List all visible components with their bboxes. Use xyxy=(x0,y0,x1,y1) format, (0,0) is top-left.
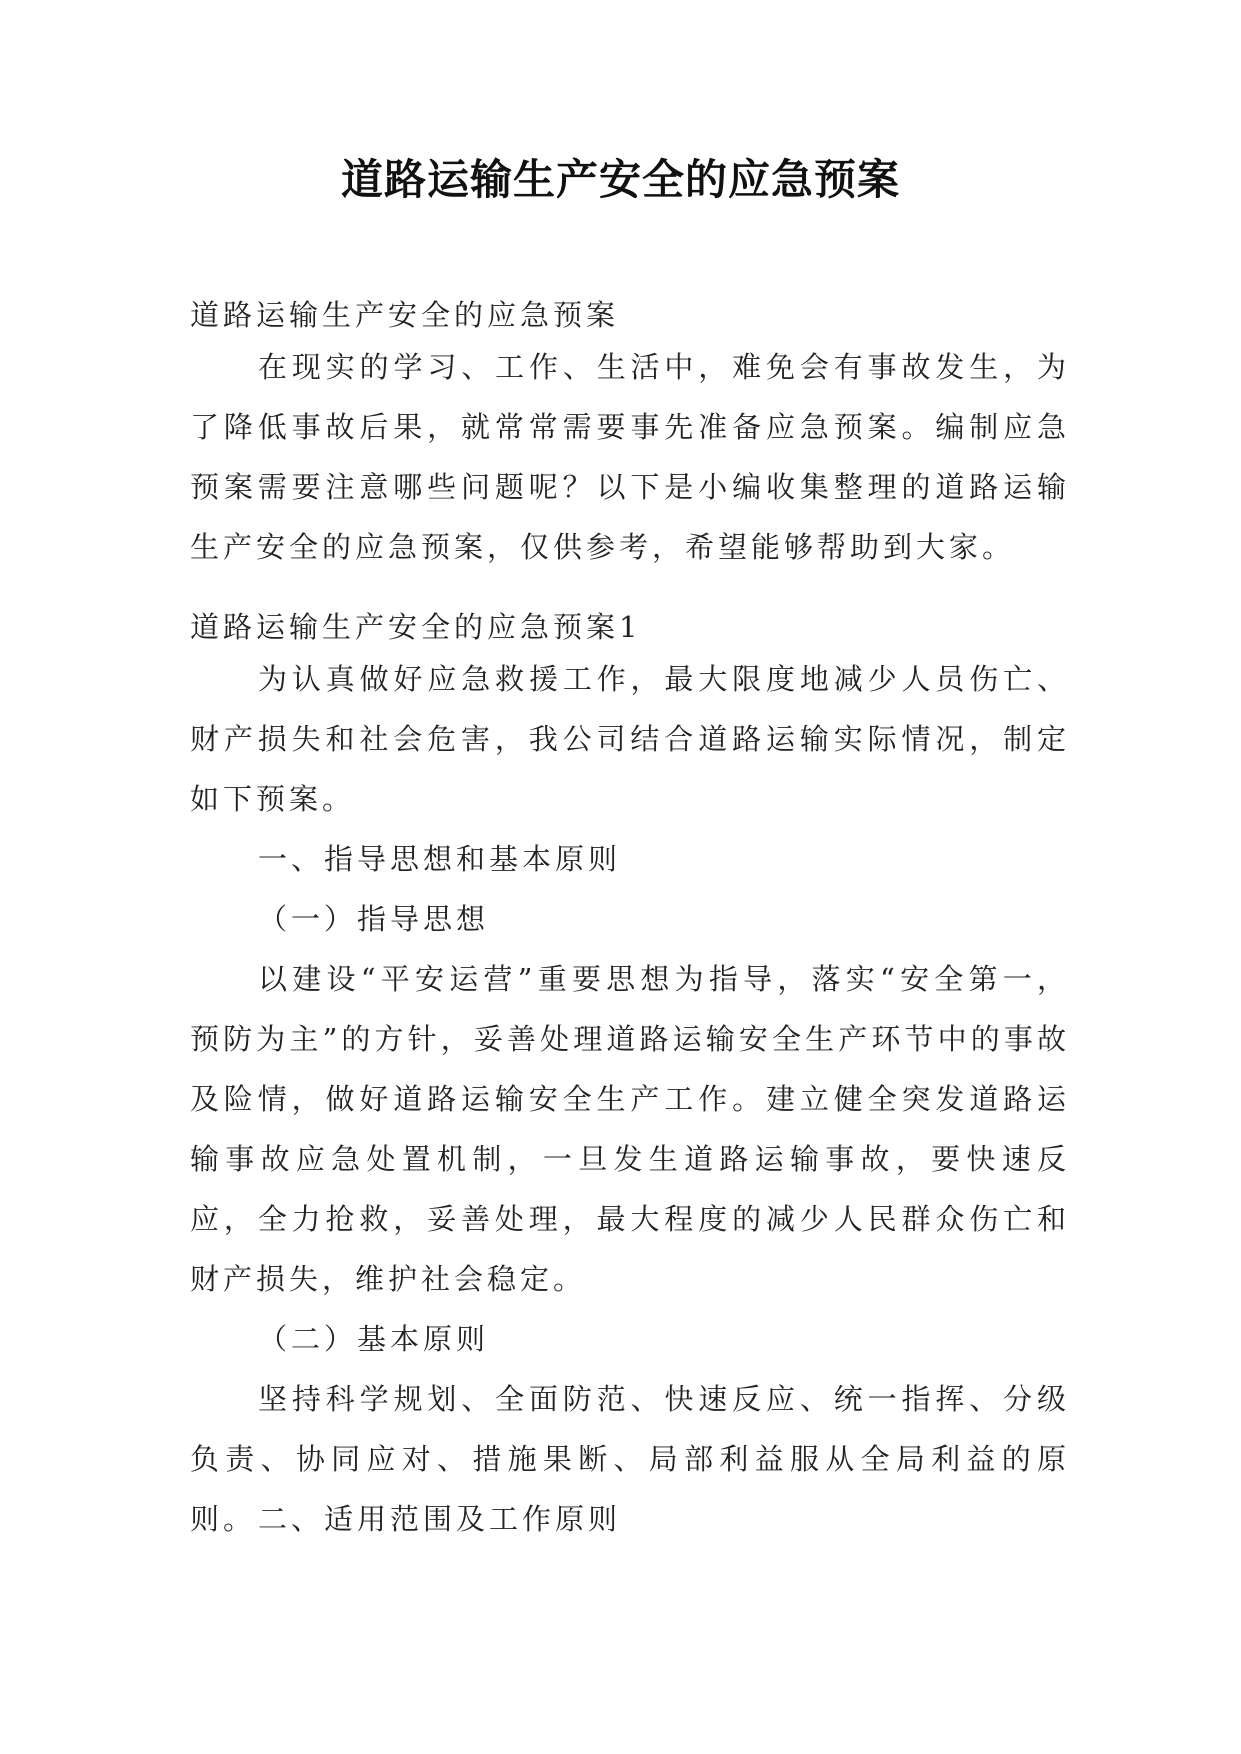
subtitle-paragraph: 道路运输生产安全的应急预案 xyxy=(190,298,620,332)
subheading-guiding-ideology: （一）指导思想 xyxy=(258,902,490,936)
heading-scope-and-principles: 二、适用范围及工作原则 xyxy=(258,1502,622,1536)
heading-guiding-ideology-principles: 一、指导思想和基本原则 xyxy=(258,842,622,876)
guiding-ideology-paragraph: 以建设“平安运营”重要思想为指导，落实“安全第一，预防为主”的方针，妥善处理道路运输安全生产环节中的事故及险情，做好道路运输安全生产工作。建立健全突发道路运输事故应急处置机制，一旦发生道路运输事故，要快速反应，全力抢救，妥善处理，最大程度的减少人民群众伤亡和财产损失，维护社会稳定。 xyxy=(190,962,1070,1296)
purpose-paragraph: 为认真做好应急救援工作，最大限度地减少人员伤亡、财产损失和社会危害，我公司结合道路运输实际情况，制定如下预案。 xyxy=(190,662,1070,816)
subheading-basic-principles: （二）基本原则 xyxy=(258,1322,490,1356)
intro-paragraph: 在现实的学习、工作、生活中，难免会有事故发生，为了降低事故后果，就常常需要事先准备应急预案。编制应急预案需要注意哪些问题呢？以下是小编收集整理的道路运输生产安全的应急预案，仅供参考，希望能够帮助到大家。 xyxy=(190,350,1070,564)
document-title: 道路运输生产安全的应急预案 xyxy=(340,155,900,204)
section-heading-1: 道路运输生产安全的应急预案1 xyxy=(190,610,642,644)
basic-principles-paragraph: 坚持科学规划、全面防范、快速反应、统一指挥、分级负责、协同应对、措施果断、局部利益服从全局利益的原则。 xyxy=(190,1382,1070,1536)
